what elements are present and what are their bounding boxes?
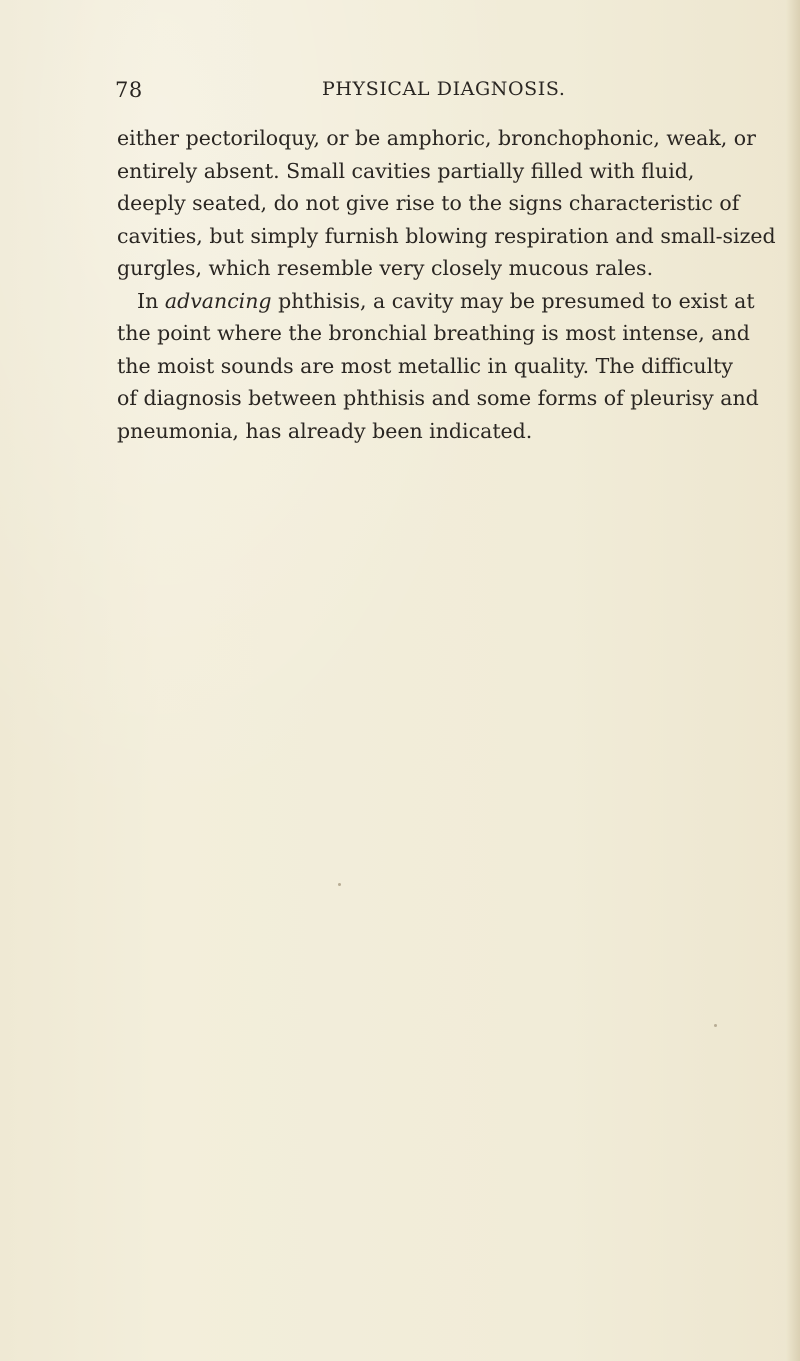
text-line [117,285,762,318]
paragraph-2-line-1-rest: phthisis, a cavity may be presumed to exist at [278,288,755,313]
text-line: entirely absent. Small cavities partially filled with fluid, [117,158,695,183]
italic-term: advancing [164,288,272,313]
text-line: gurgles, which resemble very closely mucous rales. [117,256,654,280]
body-text [117,122,776,447]
text-line: either pectoriloquy, or be amphoric, bronchophonic, weak, or [117,126,756,150]
page-edge-shadow [786,0,800,1361]
running-head: PHYSICAL DIAGNOSIS. [322,78,566,100]
paragraph-1 [117,122,776,285]
paper-speck [338,883,341,886]
text-line: deeply seated, do not give rise to the signs characteristic of [117,191,740,215]
text-line: pneumonia, has already been indicated. [117,418,533,443]
text-line: cavities, but simply furnish blowing respiration and small-sized [117,223,776,248]
text-line: of diagnosis between phthisis and some forms of pleurisy and [117,386,759,410]
text-line: the point where the bronchial breathing is most intense, and [117,321,750,345]
text-line: the moist sounds are most metallic in quality. The difficulty [117,353,734,378]
paragraph-2 [117,285,762,448]
page-number: 78 [115,78,143,102]
paper-speck [714,1024,717,1027]
page-header [115,78,755,108]
paragraph-2-opening-word: In [137,288,159,313]
